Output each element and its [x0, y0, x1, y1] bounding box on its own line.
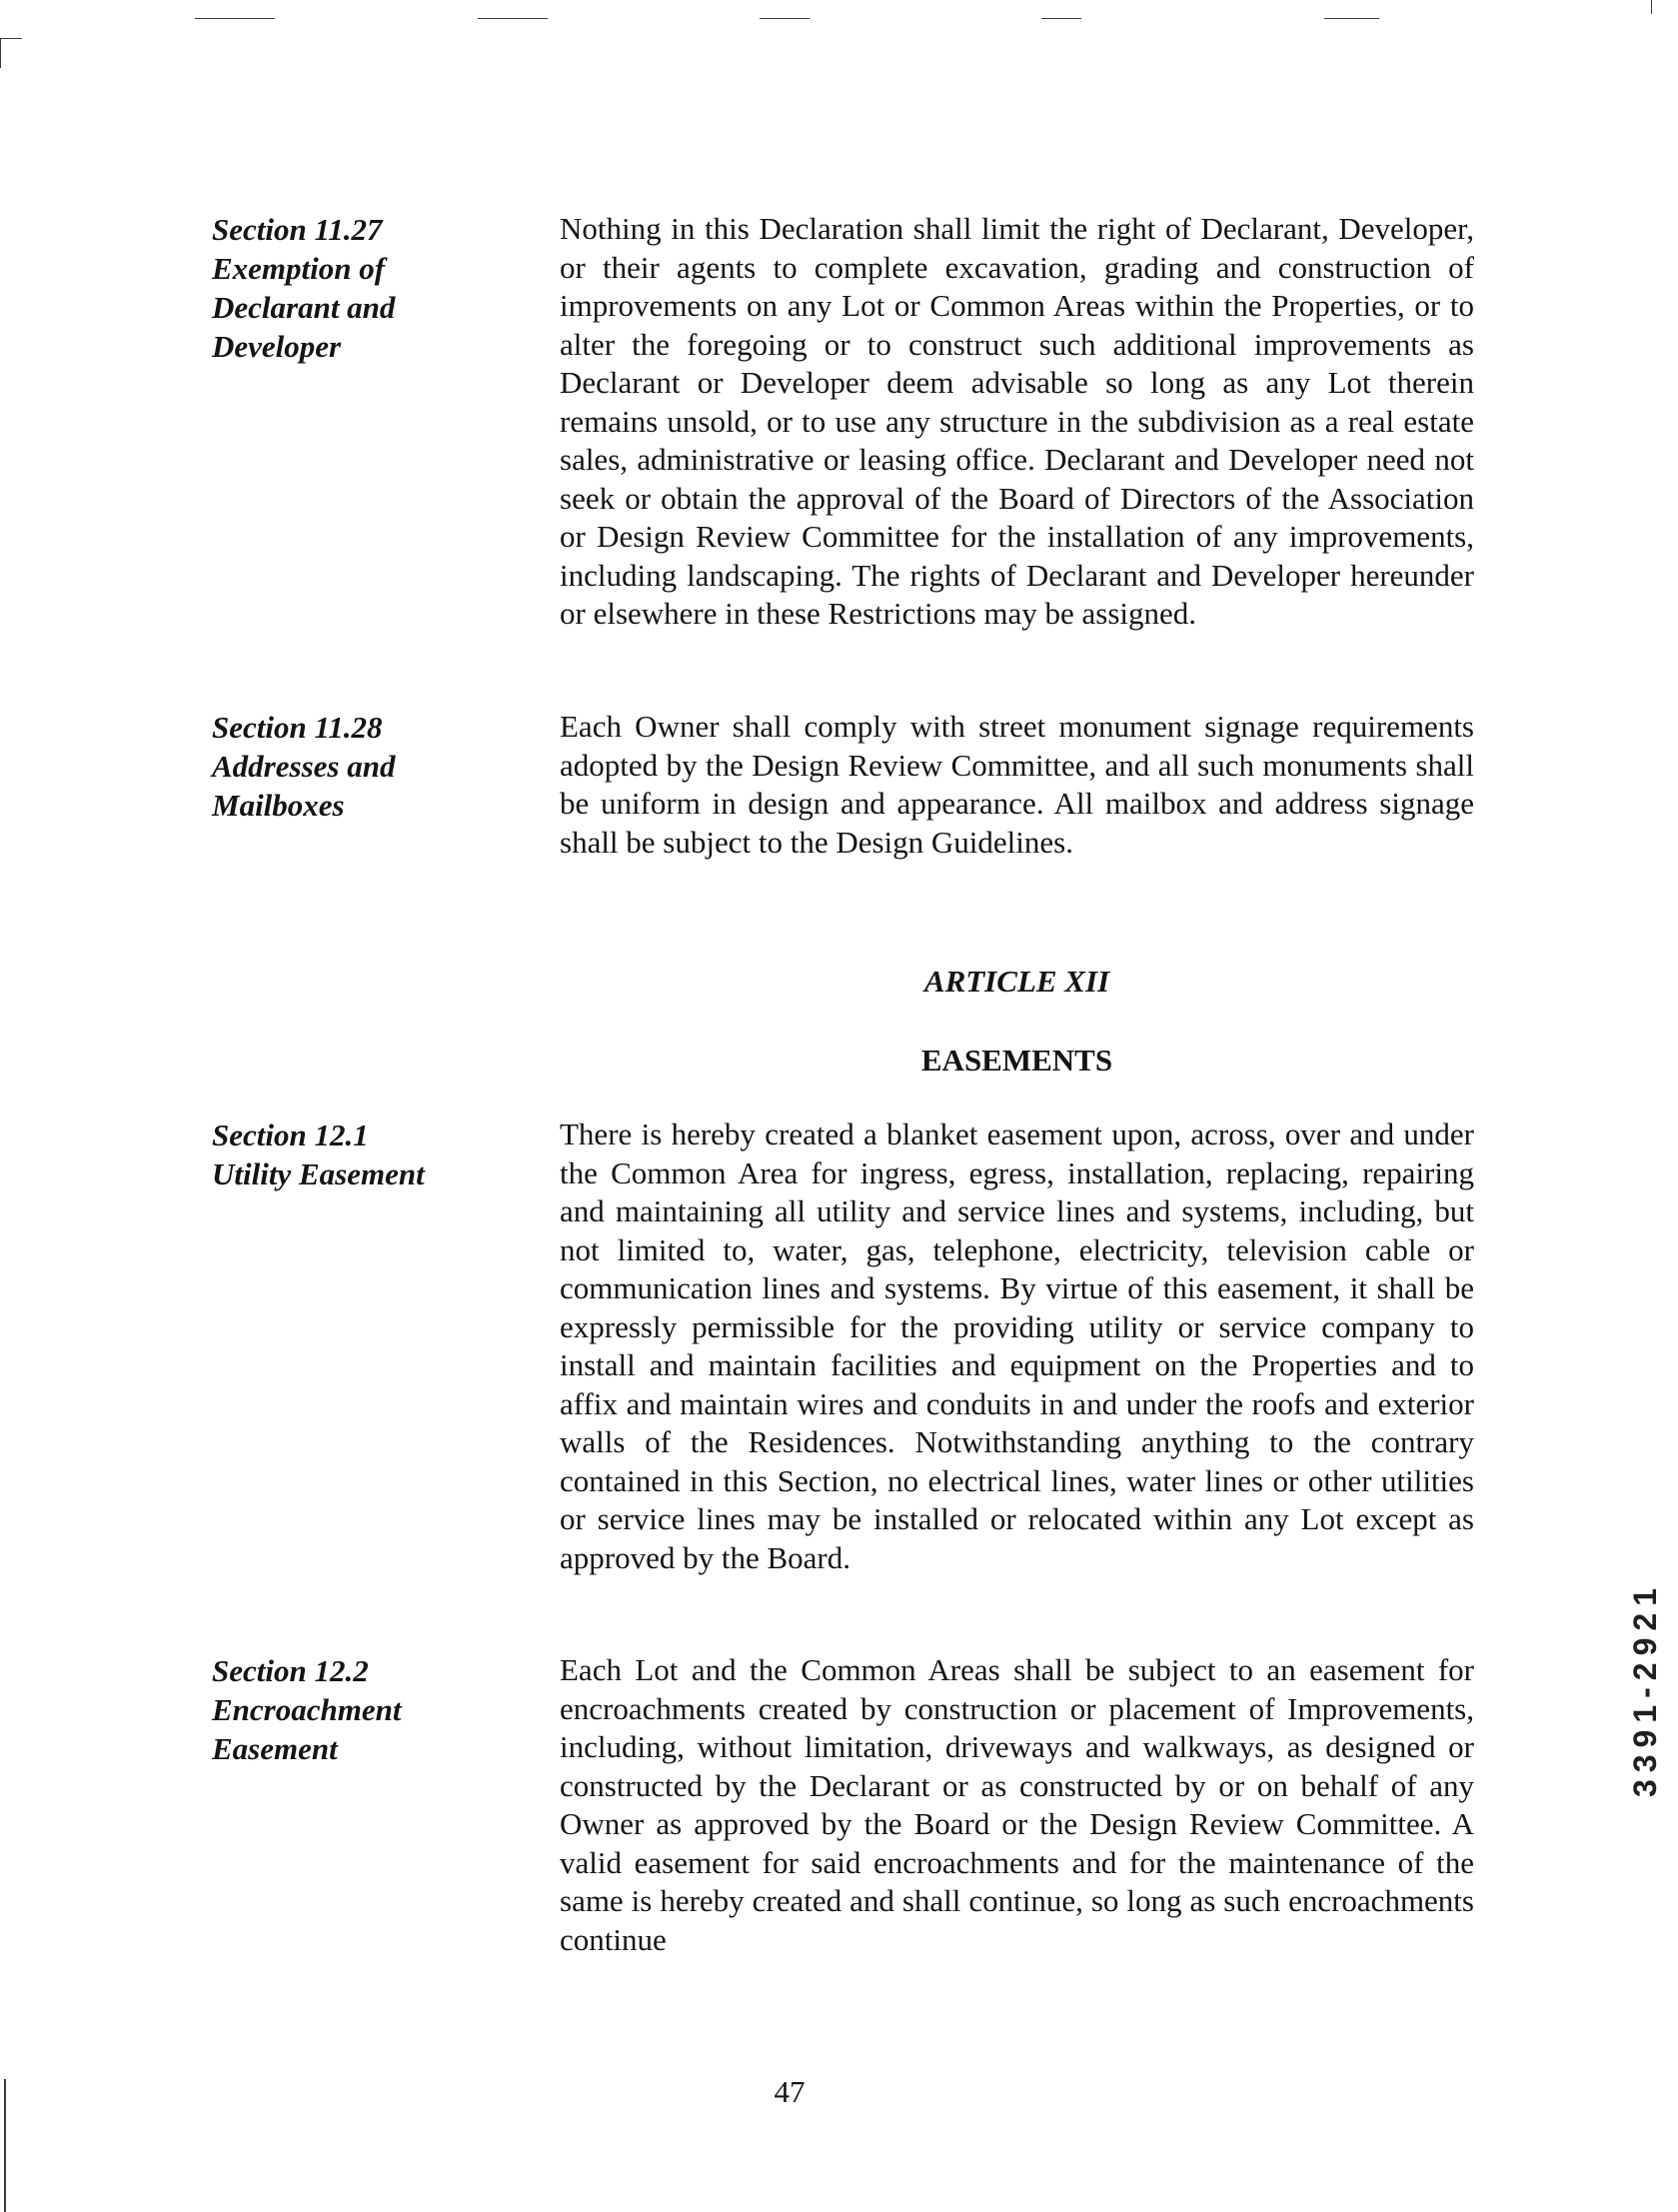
section-body: Each Lot and the Common Areas shall be subject to an easement for encroachments created by construction or placement of Improvements, including, without limitation, driveways and walkways, as designed or constructed by the Declarant or as constructed by or on behalf of any Owner as approved by the Board or the Design Review Committee. A valid easement for said encroachments and for the maintenance of the same is hereby created and shall continue, so long as such encroachments continue — [560, 1652, 1474, 1957]
section-number: Section 12.1 — [212, 1117, 369, 1152]
section-title-line: Exemption of — [212, 251, 386, 286]
scan-artifact-line — [0, 38, 22, 39]
section-body: Each Owner shall comply with street monument signage requirements adopted by the Design Review Committee, and all such monuments shall be uniform in design and appearance. All mailbox and address signage shall be subject to the Design Guidelines. — [560, 709, 1474, 860]
article-title: EASEMENTS — [920, 1043, 1113, 1078]
section-body: There is hereby created a blanket easement upon, across, over and under the Common Area for ingress, egress, installation, replacing, repairing and maintaining all utility and service lines and systems, including, but not limited to, water, gas, telephone, electricity, television cable or communication lines and systems. By virtue of this easement, it shall be expressly permissible for the providing utility or service company to install and maintain facilities and equipment on the Properties and to affix and maintain wires and conduits in and under the roofs and exterior walls of the Residences. Notwithstanding anything to the contrary contained in this Section, no electrical lines, water lines or other utilities or service lines may be installed or relocated within any Lot except as approved by the Board. — [560, 1116, 1474, 1575]
scan-artifact-line — [195, 18, 275, 19]
section-body: Nothing in this Declaration shall limit the right of Declarant, Developer, or their agents to complete excavation, grading and construction of improvements on any Lot or Common Areas within the Properties, or to alter the foregoing or to construct such additional improvements as Declarant or Developer deem advisable so long as any Lot therein remains unsold, or to use any structure in the subdivision as a real estate sales, administrative or leasing office. Declarant and Developer need not seek or obtain the approval of the Board of Directors of the Association or Design Review Committee for the installation of any improvements, including landscaping. The rights of Declarant and Developer hereunder or elsewhere in these Restrictions may be assigned. — [560, 211, 1474, 631]
scan-artifact-line — [1651, 0, 1652, 14]
section-label — [212, 1115, 512, 1193]
section-label — [212, 1651, 512, 1768]
section-title-line: Addresses and — [212, 749, 396, 784]
scan-artifact-line — [1041, 18, 1081, 19]
section-label — [212, 210, 512, 366]
scan-artifact-line — [0, 38, 1, 68]
scan-artifact-line — [1324, 18, 1379, 19]
section-title-line: Declarant and — [212, 290, 396, 325]
scan-artifact-line — [478, 18, 548, 19]
scan-artifact-line — [760, 18, 810, 19]
section-label — [212, 708, 512, 825]
section-title-line: Developer — [212, 329, 342, 364]
page-number: 47 — [774, 2074, 806, 2109]
section-number: Section 11.27 — [212, 212, 383, 247]
section-title-line: Utility Easement — [212, 1156, 425, 1191]
section-title-line: Encroachment — [212, 1692, 402, 1727]
section-title-line: Easement — [212, 1731, 338, 1766]
section-number: Section 12.2 — [212, 1653, 369, 1688]
section-title-line: Mailboxes — [212, 788, 345, 823]
article-number: ARTICLE XII — [923, 964, 1110, 999]
recording-stamp: 3391-2921 — [1627, 1581, 1663, 1798]
section-number: Section 11.28 — [212, 710, 383, 745]
